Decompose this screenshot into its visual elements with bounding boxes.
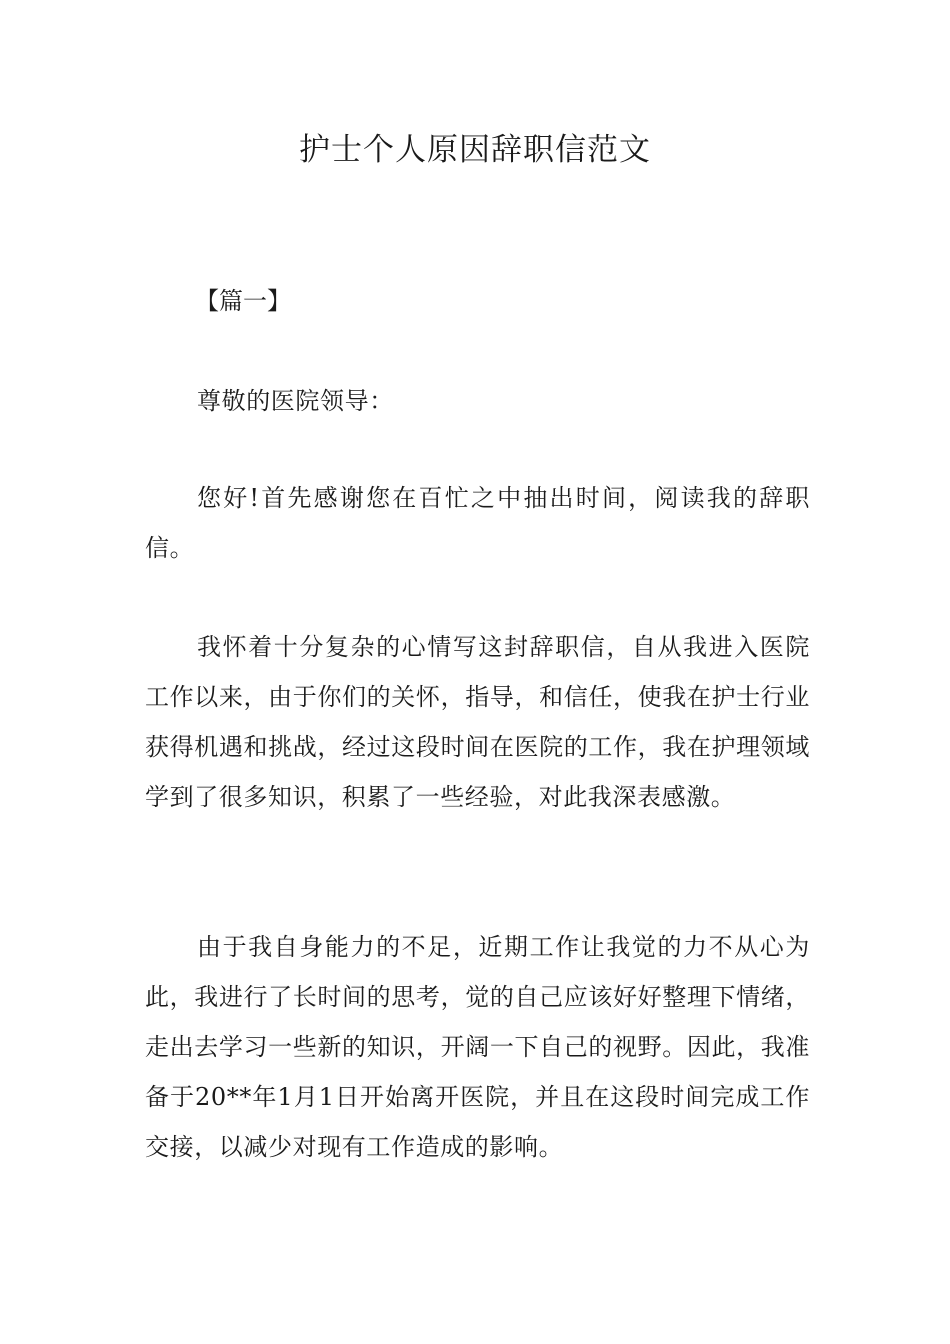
section-label: 【篇一】 <box>195 287 291 315</box>
salutation: 尊敬的医院领导： <box>197 387 394 415</box>
document-title: 护士个人原因辞职信范文 <box>299 132 651 168</box>
paragraph-1: 您好!首先感谢您在百忙之中抽出时间，阅读我的辞职信。 <box>145 484 810 562</box>
paragraph-3: 由于我自身能力的不足，近期工作让我觉的力不从心为此，我进行了长时间的思考，觉的自己应该好好整理下情绪，走出去学习一些新的知识，开阔一下自己的视野。因此，我准备于20**年1月1日开始离开医院，并且在这段时间完成工作交接，以减少对现有工作造成的影响。 <box>145 933 810 1161</box>
paragraph-2: 我怀着十分复杂的心情写这封辞职信，自从我进入医院工作以来，由于你们的关怀，指导，和信任，使我在护士行业获得机遇和挑战，经过这段时间在医院的工作，我在护理领域学到了很多知识，积累了一些经验，对此我深表感激。 <box>145 633 810 811</box>
